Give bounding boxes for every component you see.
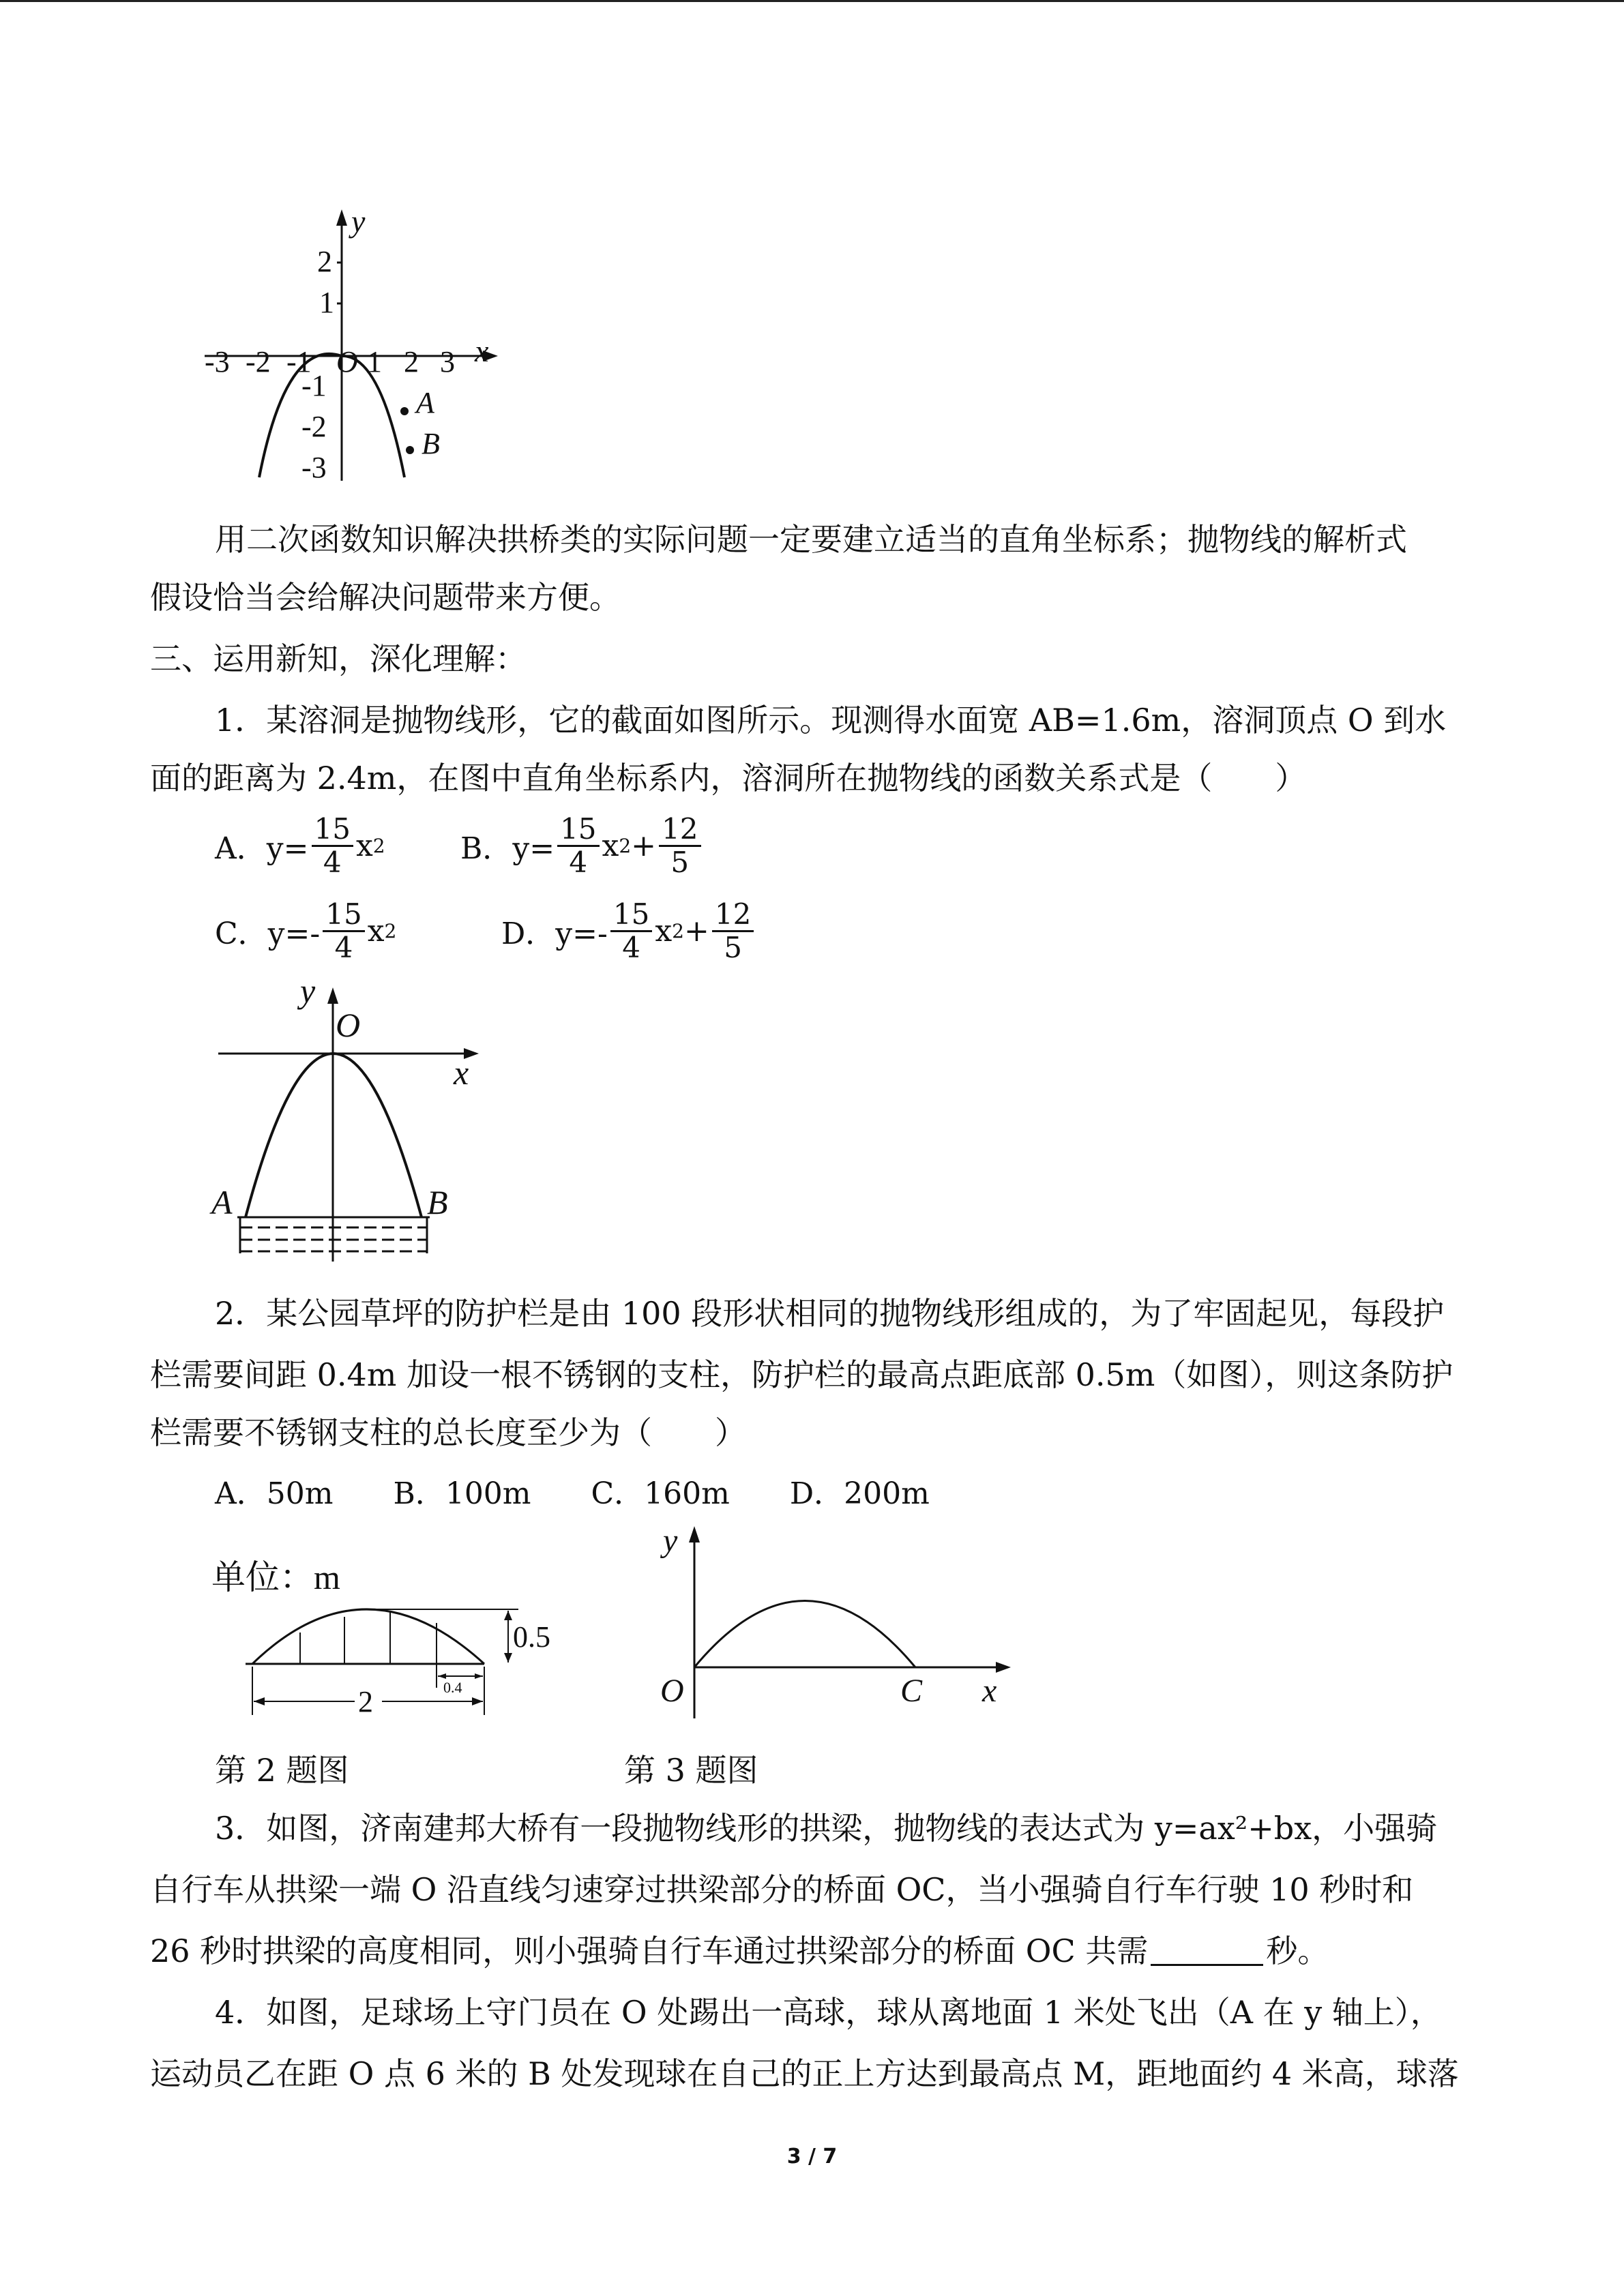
page-number: 3 / 7	[786, 2145, 838, 2168]
origin-label: O	[336, 1006, 361, 1044]
q1-option-b: B．y= $\frac{15}{4}$ x 2 + $\frac{12}{5}$	[460, 808, 704, 883]
q3-line-1: 3．如图，济南建邦大桥有一段抛物线形的拱梁，抛物线的表达式为 y=ax²+bx，小强骑	[215, 1810, 1438, 1847]
y-tick: -2	[301, 410, 327, 443]
figure-q2-fence	[205, 1548, 587, 1725]
tip-line-1: 用二次函数知识解决拱桥类的实际问题一定要建立适当的直角坐标系；抛物线的解析式	[215, 521, 1407, 558]
q1-line-2: 面的距离为 2.4m，在图中直角坐标系内，溶洞所在抛物线的函数关系式是（ ）	[150, 760, 1307, 796]
x-tick: -1	[286, 345, 312, 378]
q2-line-2: 栏需要间距 0.4m 加设一根不锈钢的支柱，防护栏的最高点距底部 0.5m（如图），则这条防护	[150, 1356, 1453, 1393]
origin-label: O	[336, 345, 358, 378]
point-b-label: B	[427, 1183, 448, 1221]
width-label: 2	[358, 1685, 373, 1718]
x-axis-label: x	[982, 1673, 997, 1709]
q1-option-c: C．y=- $\frac{15}{4}$ x 2	[215, 897, 397, 964]
height-label: 0.5	[513, 1620, 550, 1654]
section-heading: 三、运用新知，深化理解：	[150, 640, 527, 677]
y-tick: 2	[317, 245, 332, 278]
spacing-label: 0.4	[443, 1679, 462, 1696]
x-tick: 1	[367, 345, 382, 378]
point-c-label: C	[900, 1673, 923, 1709]
figure-q3-arch	[648, 1521, 1030, 1718]
x-axis-label: x	[454, 1054, 469, 1092]
y-tick: -3	[301, 451, 327, 484]
unit-label: 单位：m	[211, 1558, 340, 1596]
point-a-label: A	[416, 386, 434, 419]
q3-line-2: 自行车从拱梁一端 O 沿直线匀速穿过拱梁部分的桥面 OC，当小强骑自行车行驶 10 秒时和	[150, 1871, 1414, 1908]
point-a-dot	[400, 407, 409, 415]
y-axis-label: y	[300, 982, 316, 1010]
q4-line-2: 运动员乙在距 O 点 6 米的 B 处发现球在自己的正上方达到最高点 M，距地面约 4 米高，球落	[150, 2055, 1459, 2092]
q4-line-1: 4．如图，足球场上守门员在 O 处踢出一高球，球从离地面 1 米处飞出（A 在 y 轴上），	[215, 1994, 1442, 2031]
caption-fig3: 第 3 题图	[624, 1752, 758, 1789]
y-tick: 1	[319, 286, 334, 319]
figure-q1-cave	[205, 982, 491, 1268]
tip-line-2: 假设恰当会给解决问题带来方便。	[150, 579, 621, 616]
caption-fig2: 第 2 题图	[215, 1752, 349, 1789]
origin-label: O	[660, 1673, 684, 1709]
x-tick: -2	[246, 345, 271, 378]
x-axis-label: x	[475, 333, 489, 368]
q2-options: A．50m B．100m C．160m D．200m	[215, 1476, 930, 1511]
q1-option-d: D．y=- $\frac{15}{4}$ x 2 + $\frac{12}{5}$	[501, 893, 756, 968]
q3-line-3: 26 秒时拱梁的高度相同，则小强骑自行车通过拱梁部分的桥面 OC 共需 秒。	[150, 1933, 1329, 1969]
figure-1-parabola	[198, 201, 518, 488]
q1-line-1: 1．某溶洞是抛物线形，它的截面如图所示。现测得水面宽 AB=1.6m，溶洞顶点 O 到水	[215, 702, 1447, 739]
answer-blank[interactable]	[1151, 1937, 1263, 1966]
y-axis-label: y	[351, 204, 366, 239]
q2-line-1: 2．某公园草坪的防护栏是由 100 段形状相同的抛物线形组成的，为了牢固起见，每段护	[215, 1295, 1445, 1332]
point-b-dot	[406, 446, 414, 454]
x-tick: -3	[205, 345, 230, 378]
point-a-label: A	[211, 1183, 233, 1221]
point-b-label: B	[422, 427, 440, 460]
q1-option-a: A．y= $\frac{15}{4}$ x 2	[215, 811, 385, 879]
x-tick: 3	[440, 345, 455, 378]
y-axis-label: y	[663, 1523, 678, 1559]
x-tick: 2	[404, 345, 419, 378]
page-top-border	[0, 0, 1624, 2]
q2-line-3: 栏需要不锈钢支柱的总长度至少为（ ）	[150, 1414, 746, 1451]
y-tick: -1	[301, 369, 327, 402]
